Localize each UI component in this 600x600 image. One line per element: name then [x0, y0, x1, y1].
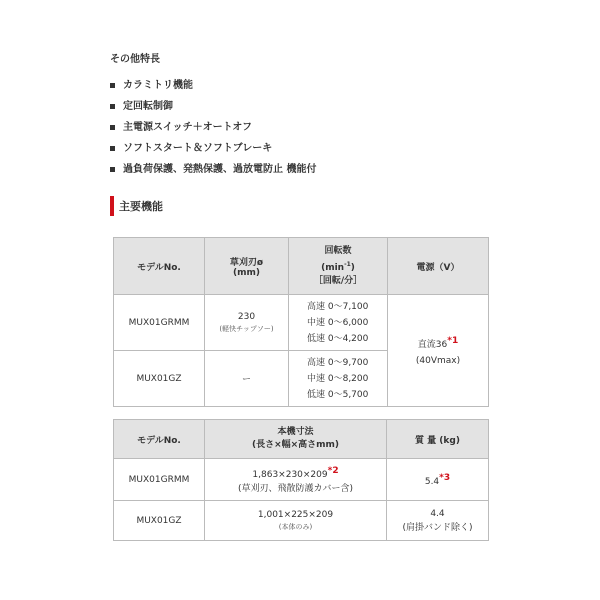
cell-blade: ー — [205, 351, 289, 407]
header-weight: 質 量 (kg) — [387, 420, 489, 459]
cell-dims-value: 1,001×225×209 — [257, 509, 334, 520]
square-bullet-icon — [110, 146, 115, 151]
feature-label: 定回転制御 — [123, 101, 173, 112]
cell-speeds — [289, 295, 388, 351]
header-rpm-line1: 回転数 — [324, 245, 352, 256]
square-bullet-icon — [110, 167, 115, 172]
table-row — [114, 501, 489, 541]
cell-weight — [387, 459, 489, 501]
header-rpm-line3: ［回転/分］ — [313, 275, 363, 286]
speed-mid: 中速 0～6,000 — [307, 317, 369, 328]
header-rpm-unit-suffix: ) — [350, 262, 355, 273]
feature-item — [110, 117, 510, 138]
cell-model: MUX01GRMM — [114, 459, 205, 501]
table-header-row — [114, 238, 489, 295]
speed-low: 低速 0～4,200 — [307, 333, 369, 344]
feature-label: 主電源スイッチ＋オートオフ — [123, 122, 252, 133]
features-heading: その他特長 — [110, 54, 160, 65]
feature-label: カラミトリ機能 — [123, 80, 193, 91]
cell-power — [388, 295, 489, 407]
square-bullet-icon — [110, 83, 115, 88]
cell-blade-note: (軽快チップソー) — [219, 324, 274, 333]
accent-bar — [110, 196, 114, 216]
cell-weight-value: 5.4 — [424, 476, 440, 487]
header-blade-line1: 草刈刃ø — [229, 257, 264, 268]
square-bullet-icon — [110, 104, 115, 109]
other-features — [110, 50, 510, 180]
speed-high: 高速 0～7,100 — [307, 301, 369, 312]
spec-table-2 — [113, 419, 489, 541]
feature-label: 過負荷保護、発熱保護、過放電防止 機能付 — [123, 164, 317, 175]
feature-item — [110, 159, 510, 180]
table-row — [114, 459, 489, 501]
header-rpm-unit-prefix: (min — [321, 262, 345, 273]
header-model: モデルNo. — [114, 420, 205, 459]
cell-dims-note: (本体のみ) — [278, 522, 313, 531]
feature-label: ソフトスタート＆ソフトブレーキ — [123, 143, 273, 154]
feature-item — [110, 96, 510, 117]
weight-footnote-marker: *3 — [439, 472, 451, 483]
cell-model: MUX01GRMM — [114, 295, 205, 351]
speed-mid: 中速 0～8,200 — [307, 373, 369, 384]
table-row — [114, 295, 489, 351]
header-rpm-unit-exp: -1 — [344, 260, 351, 268]
speed-high: 高速 0～9,700 — [307, 357, 369, 368]
spec-table-1 — [113, 237, 489, 407]
table-header-row — [114, 420, 489, 459]
cell-weight-value: 4.4 — [430, 508, 445, 519]
feature-item — [110, 75, 510, 96]
header-dims-line2: (長さ×幅×高さmm) — [251, 440, 340, 450]
cell-dims — [205, 459, 387, 501]
features-list — [110, 75, 510, 180]
square-bullet-icon — [110, 125, 115, 130]
speed-low: 低速 0～5,700 — [307, 389, 369, 400]
header-model: モデルNo. — [114, 238, 205, 295]
section-title-text: 主要機能 — [119, 200, 163, 213]
feature-item — [110, 138, 510, 159]
header-rpm — [289, 238, 388, 295]
cell-blade-value: 230 — [237, 311, 256, 322]
header-dims — [205, 420, 387, 459]
cell-model: MUX01GZ — [114, 351, 205, 407]
power-footnote-marker: *1 — [447, 335, 459, 346]
cell-dims-value: 1,863×230×209 — [252, 469, 328, 480]
cell-weight-note: (肩掛バンド除く) — [402, 522, 473, 533]
power-value: 直流36 — [417, 339, 448, 350]
cell-blade — [205, 295, 289, 351]
header-dims-line1: 本機寸法 — [277, 427, 314, 437]
cell-speeds — [289, 351, 388, 407]
cell-weight — [387, 501, 489, 541]
header-blade — [205, 238, 289, 295]
power-note: (40Vmax) — [415, 355, 461, 366]
header-blade-line2: (mm) — [233, 267, 260, 278]
header-power: 電源（V） — [388, 238, 489, 295]
cell-model: MUX01GZ — [114, 501, 205, 541]
cell-dims-note: (草刈刃、飛散防護カバー含) — [237, 483, 354, 494]
cell-dims — [205, 501, 387, 541]
dims-footnote-marker: *2 — [327, 465, 339, 476]
